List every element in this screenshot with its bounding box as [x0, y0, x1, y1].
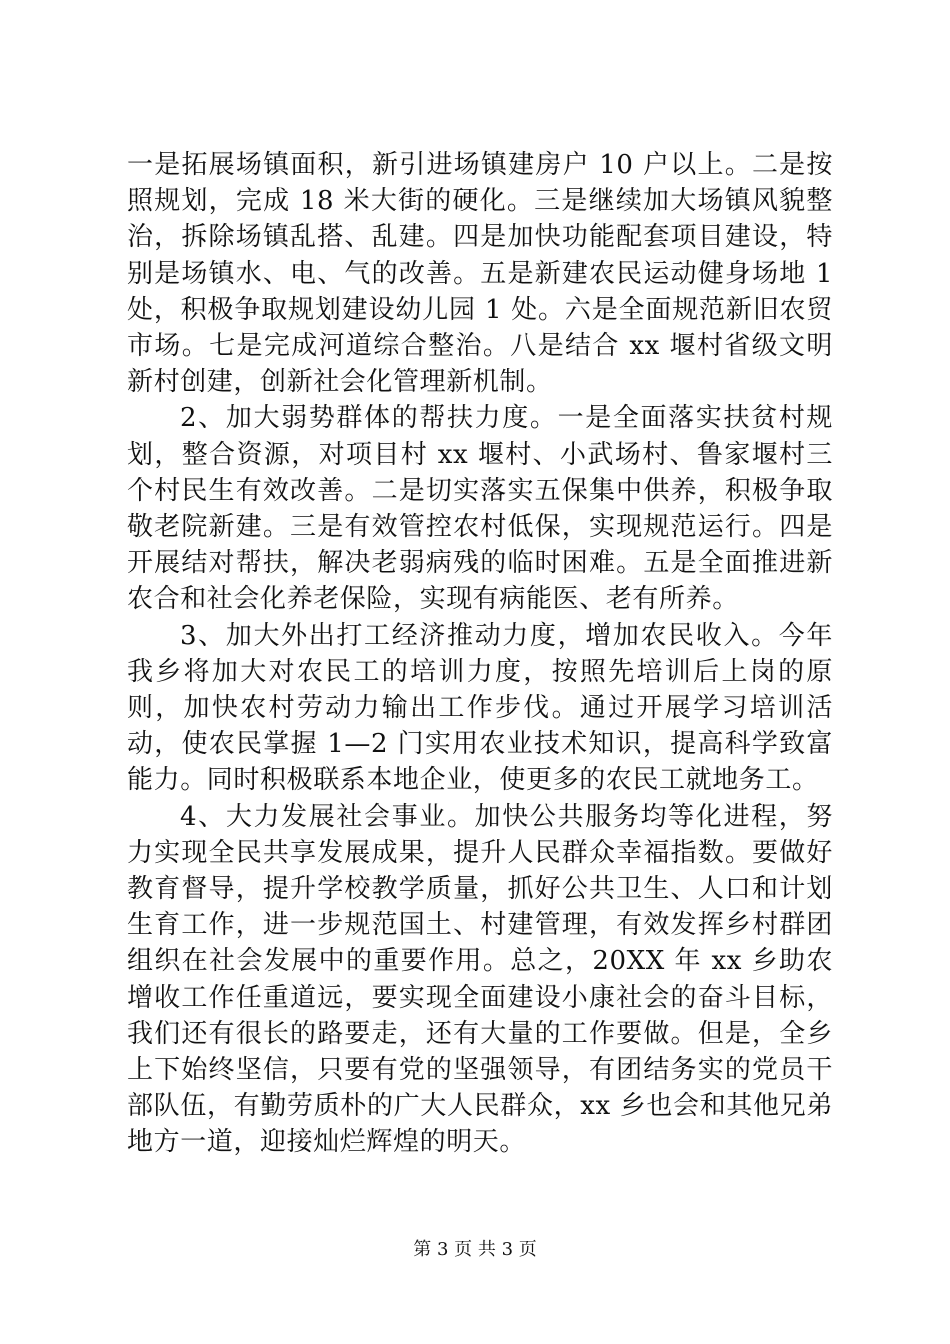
- paragraph-4: 4、大力发展社会事业。加快公共服务均等化进程，努力实现全民共享发展成果，提升人民群众幸福指数。要做好教育督导，提升学校教学质量，抓好公共卫生、人口和计划生育工作，进一步规范国土、村建管理，有效发挥乡村群团组织在社会发展中的重要作用。总之，20XX 年 xx 乡助农增收工作任重道远，要实现全面建设小康社会的奋斗目标，我们还有很长的路要走，还有大量的工作要做。但是，全乡上下始终坚信，只要有党的坚强领导，有团结务实的党员干部队伍，有勤劳质朴的广大人民群众，xx 乡也会和其他兄弟地方一道，迎接灿烂辉煌的明天。: [127, 801, 833, 1158]
- page-footer: 第 3 页 共 3 页: [413, 1239, 537, 1260]
- document-body: [127, 147, 833, 1161]
- paragraph-1: 一是拓展场镇面积，新引进场镇建房户 10 户以上。二是按照规划，完成 18 米大街的硬化。三是继续加大场镇风貌整治，拆除场镇乱搭、乱建。四是加快功能配套项目建设，特别是场镇水、电、气的改善。五是新建农民运动健身场地 1 处，积极争取规划建设幼儿园 1 处。六是全面规范新旧农贸市场。七是完成河道综合整治。八是结合 xx 堰村省级文明新村创建，创新社会化管理新机制。: [127, 150, 833, 398]
- paragraph-2: 2、加大弱势群体的帮扶力度。一是全面落实扶贫村规划，整合资源，对项目村 xx 堰村、小武场村、鲁家堰村三个村民生有效改善。二是切实落实五保集中供养，积极争取敬老院新建。三是有效管控农村低保，实现规范运行。四是开展结对帮扶，解决老弱病残的临时困难。五是全面推进新农合和社会化养老保险，实现有病能医、老有所养。: [127, 403, 833, 615]
- paragraph-3: 3、加大外出打工经济推动力度，增加农民收入。今年我乡将加大对农民工的培训力度，按照先培训后上岗的原则，加快农村劳动力输出工作步伐。通过开展学习培训活动，使农民掌握 1—2 门实用农业技术知识，提高科学致富能力。同时积极联系本地企业，使更多的农民工就地务工。: [127, 620, 833, 796]
